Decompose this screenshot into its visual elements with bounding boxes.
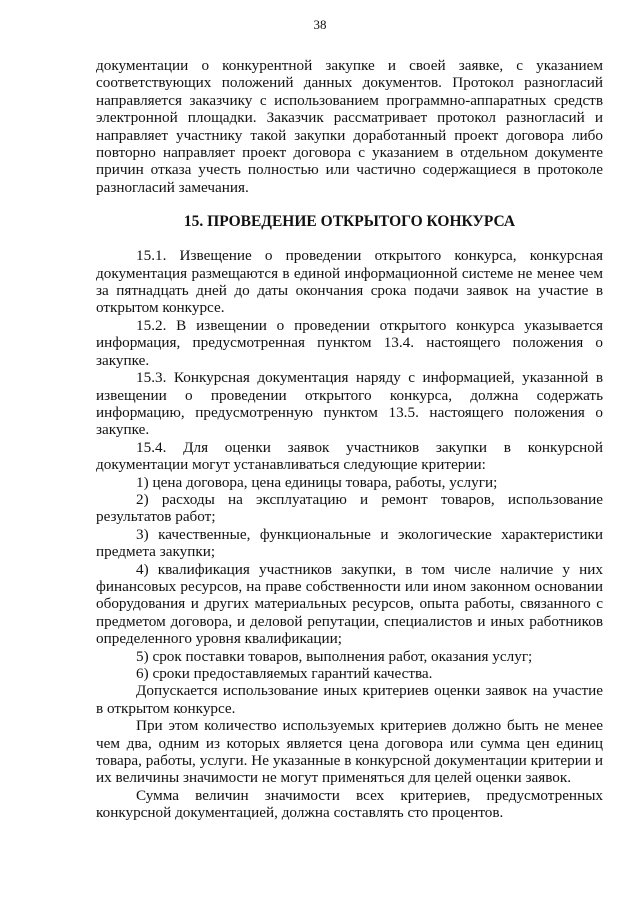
- other-criteria-paragraph: Допускается использование иных критериев оценки заявок на участие в открытом конкурсе.: [96, 682, 603, 717]
- paragraph-15-1: 15.1. Извещение о проведении открытого конкурса, конкурсная документация размещаются в единой информационной системе не менее чем за пятнадцать дней до даты окончания срока подачи заявок на участие в открытом конкурсе.: [96, 247, 603, 317]
- criterion-3: 3) качественные, функциональные и экологические характеристики предмета закупки;: [96, 525, 603, 561]
- document-body: [96, 57, 603, 822]
- criteria-count-paragraph: При этом количество используемых критериев должно быть не менее чем два, одним из которых является цена договора или сумма цен единиц товара, работы, услуги. Не указанные в конкурсной документации критерии и их величины значимости не могут применяться для целей оценки заявок.: [96, 717, 603, 787]
- paragraph-15-4: 15.4. Для оценки заявок участников закупки в конкурсной документации могут устанавливаться следующие критерии:: [96, 438, 603, 474]
- intro-paragraph: документации о конкурентной закупке и своей заявке, с указанием соответствующих положений данных документов. Протокол разногласий направляется заказчику с использованием программно-аппаратных средств электронной площадки. Заказчик рассматривает протокол разногласий и направляет участнику такой закупки доработанный проект договора либо повторно направляет проект договора с указанием в отдельном документе причин отказа учесть полностью или частично содержащиеся в протоколе разногласий замечания.: [96, 57, 603, 196]
- criterion-1: 1) цена договора, цена единицы товара, работы, услуги;: [136, 473, 498, 491]
- criterion-6: 6) сроки предоставляемых гарантий качества.: [136, 665, 433, 682]
- criterion-5: 5) срок поставки товаров, выполнения работ, оказания услуг;: [136, 647, 533, 665]
- paragraph-15-2: 15.2. В извещении о проведении открытого конкурса указывается информация, предусмотренная пунктом 13.4. настоящего положения о закупке.: [96, 316, 603, 369]
- criteria-sum-paragraph: Сумма величин значимости всех критериев, предусмотренных конкурсной документацией, должна составлять сто процентов.: [96, 786, 603, 822]
- criterion-4: 4) квалификация участников закупки, в том числе наличие у них финансовых ресурсов, на праве собственности или ином законном основании оборудования и других материальных ресурсов, опыта работы, связанного с предметом договора, и деловой репутации, специалистов и иных работников определенного уровня квалификации;: [96, 560, 603, 648]
- section-title: 15. ПРОВЕДЕНИЕ ОТКРЫТОГО КОНКУРСА: [183, 213, 516, 231]
- page-number: 38: [313, 17, 327, 32]
- paragraph-15-3: 15.3. Конкурсная документация наряду с информацией, указанной в извещении о проведении открытого конкурса, должна содержать информацию, предусмотренную пунктом 13.5. настоящего положения о закупке.: [96, 369, 603, 439]
- criterion-2: 2) расходы на эксплуатацию и ремонт товаров, использование результатов работ;: [96, 490, 603, 526]
